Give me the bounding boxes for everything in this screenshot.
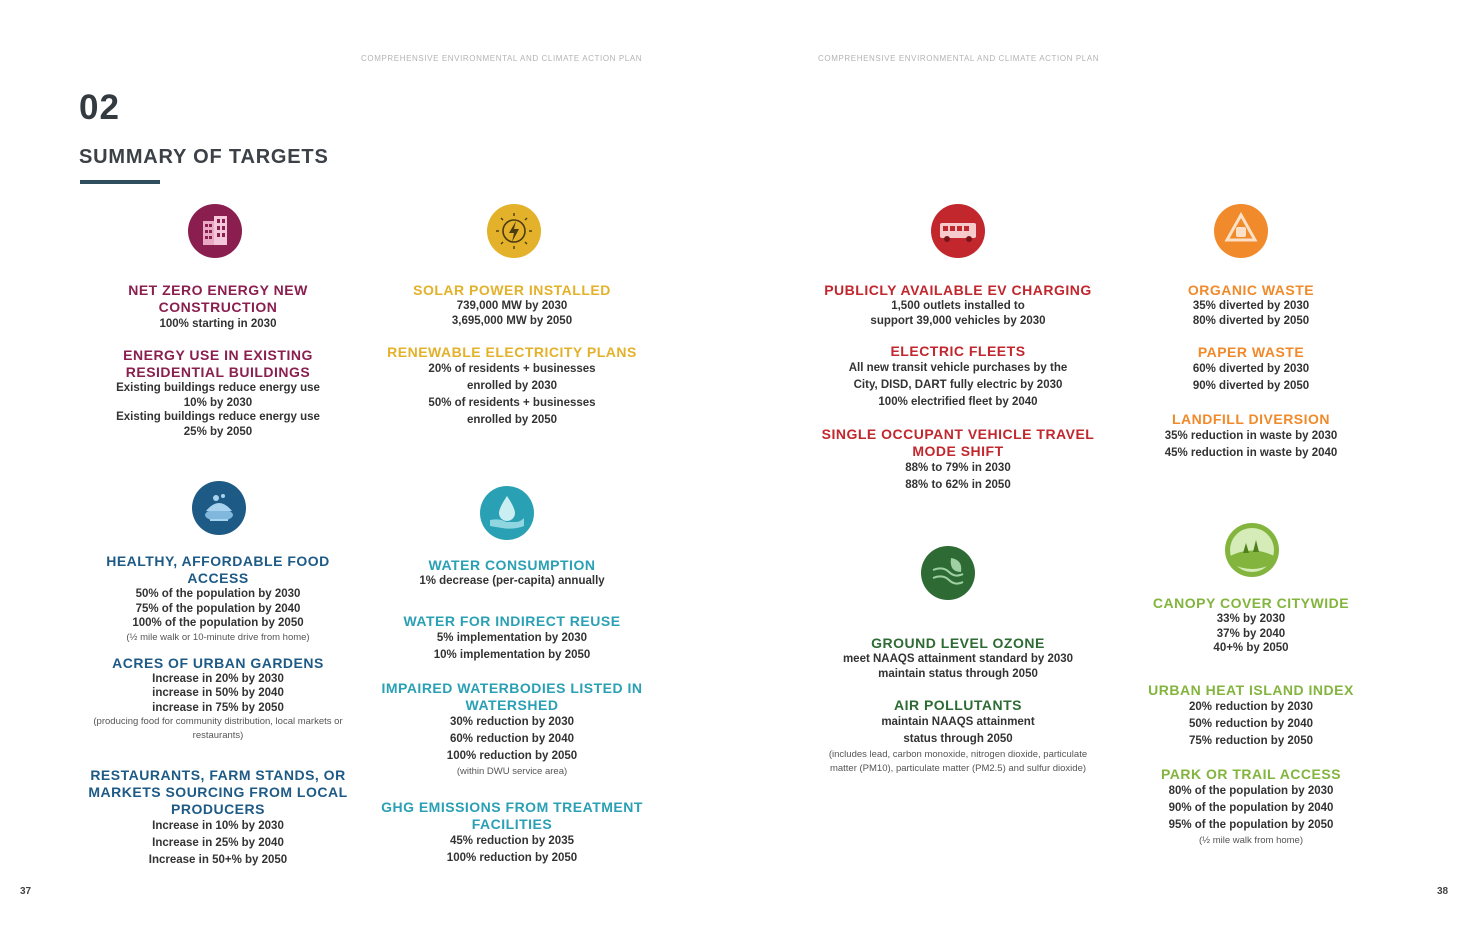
target-air-pollutants <box>818 697 1098 776</box>
target-value: increase in 50% by 2040 <box>152 687 284 699</box>
target-value: 1% decrease (per-capita) annually <box>419 575 605 587</box>
target-heading: RESTAURANTS, FARM STANDS, OR MARKETS SOURCING FROM LOCAL PRODUCERS <box>88 767 348 817</box>
target-value: status through 2050 <box>903 733 1013 745</box>
target-food-access <box>78 553 358 645</box>
target-organic-waste <box>1120 282 1382 328</box>
building-icon <box>188 204 242 258</box>
target-heading: SINGLE OCCUPANT VEHICLE TRAVEL MODE SHIFT <box>821 426 1095 459</box>
energy-targets <box>372 282 652 429</box>
target-value: 20% reduction by 2030 <box>1189 700 1313 713</box>
waste-targets <box>1120 282 1382 462</box>
ecosystem-targets <box>1120 595 1382 848</box>
target-heading: ELECTRIC FLEETS <box>890 343 1026 359</box>
target-value: 100% reduction by 2050 <box>446 851 578 864</box>
recycle-icon <box>1214 204 1268 258</box>
target-value: 50% of residents + businesses <box>428 397 596 409</box>
target-value: Existing buildings reduce energy use <box>116 382 320 394</box>
target-value: support 39,000 vehicles by 2030 <box>870 314 1046 327</box>
target-ground-ozone <box>818 635 1098 681</box>
target-value: 45% reduction in waste by 2040 <box>1164 447 1338 459</box>
running-head-right: COMPREHENSIVE ENVIRONMENTAL AND CLIMATE ACTION PLAN <box>818 54 1100 63</box>
target-impaired-waterbodies <box>372 680 652 779</box>
target-value: 50% of the population by 2030 <box>135 588 301 600</box>
target-value: 88% to 62% in 2050 <box>905 479 1011 491</box>
target-value: 33% by 2030 <box>1216 613 1286 625</box>
target-existing-residential-energy <box>88 347 348 439</box>
target-heading: WATER FOR INDIRECT REUSE <box>403 612 621 629</box>
target-value: maintain NAAQS attainment <box>881 716 1035 728</box>
target-value: Increase in 25% by 2040 <box>152 837 284 849</box>
target-note: (within DWU service area) <box>456 765 568 777</box>
target-ghg-treatment <box>372 799 652 867</box>
lightning-bolt-icon <box>487 204 541 258</box>
tree-landscape-icon <box>1225 523 1279 577</box>
target-value: maintain status through 2050 <box>878 667 1038 680</box>
target-heading: ACRES OF URBAN GARDENS <box>112 654 324 671</box>
target-net-zero-construction <box>88 282 348 333</box>
title-underline <box>80 180 160 184</box>
water-targets <box>372 557 652 867</box>
target-value: Increase in 50+% by 2050 <box>148 854 288 866</box>
target-heading: ENERGY USE IN EXISTING RESIDENTIAL BUILDINGS <box>123 347 313 380</box>
target-heading: LANDFILL DIVERSION <box>1171 411 1331 427</box>
target-heading: AIR POLLUTANTS <box>893 697 1023 713</box>
target-heading: HEALTHY, AFFORDABLE FOOD ACCESS <box>106 553 330 586</box>
bus-icon <box>931 204 985 258</box>
target-indirect-reuse <box>372 613 652 664</box>
target-water-consumption <box>372 557 652 589</box>
target-renewable-plans <box>372 344 652 429</box>
transportation-targets <box>818 282 1098 494</box>
target-value: 20% of residents + businesses <box>428 363 596 375</box>
target-heading: URBAN HEAT ISLAND INDEX <box>1148 681 1354 698</box>
chapter-number: 02 <box>79 88 120 127</box>
target-heading: RENEWABLE ELECTRICITY PLANS <box>387 344 637 360</box>
target-local-producers <box>78 767 358 869</box>
target-value: increase in 75% by 2050 <box>152 701 284 714</box>
target-heat-island <box>1120 682 1382 750</box>
target-heading: PAPER WASTE <box>1197 344 1305 360</box>
target-value: 5% implementation by 2030 <box>436 631 588 644</box>
target-note: (producing food for community distribution, local markets or restaurants) <box>93 716 343 741</box>
food-targets <box>78 553 358 869</box>
target-value: 100% reduction by 2050 <box>446 749 578 762</box>
target-note: (½ mile walk from home) <box>1199 834 1303 846</box>
target-heading: SOLAR POWER INSTALLED <box>413 282 611 298</box>
target-value: 90% of the population by 2040 <box>1168 801 1334 814</box>
target-value: City, DISD, DART fully electric by 2030 <box>853 379 1063 391</box>
target-heading: ORGANIC WASTE <box>1187 282 1315 298</box>
target-value: 35% reduction in waste by 2030 <box>1164 430 1338 442</box>
target-value: Increase in 20% by 2030 <box>152 672 284 685</box>
page-number-left: 37 <box>20 886 32 897</box>
target-ev-charging <box>818 282 1098 328</box>
target-heading: IMPAIRED WATERBODIES LISTED IN WATERSHED <box>381 679 643 713</box>
target-value: 1,500 outlets installed to <box>891 300 1025 312</box>
target-value: 100% electrified fleet by 2040 <box>878 396 1038 408</box>
target-value: 30% reduction by 2030 <box>450 715 574 728</box>
target-value: 25% by 2050 <box>183 425 253 438</box>
target-park-access <box>1120 766 1382 848</box>
target-electric-fleets <box>818 343 1098 411</box>
target-value: 100% starting in 2030 <box>159 318 277 330</box>
target-value: 80% diverted by 2050 <box>1192 314 1310 327</box>
target-value: Increase in 10% by 2030 <box>152 820 284 832</box>
running-head-left: COMPREHENSIVE ENVIRONMENTAL AND CLIMATE ACTION PLAN <box>361 54 643 63</box>
target-value: 90% diverted by 2050 <box>1192 380 1310 392</box>
target-note: (½ mile walk or 10-minute drive from home) <box>126 631 310 643</box>
target-value: 50% reduction by 2040 <box>1189 717 1313 730</box>
buildings-targets <box>88 282 348 439</box>
target-value: 45% reduction by 2035 <box>450 834 574 847</box>
target-value: All new transit vehicle purchases by the <box>848 362 1068 374</box>
target-value: meet NAAQS attainment standard by 2030 <box>842 653 1074 665</box>
target-heading: GROUND LEVEL OZONE <box>871 635 1045 651</box>
target-value: enrolled by 2030 <box>466 380 558 392</box>
target-value: 3,695,000 MW by 2050 <box>451 314 573 327</box>
section-title: SUMMARY OF TARGETS <box>79 146 329 168</box>
target-value: 75% reduction by 2050 <box>1189 734 1313 747</box>
target-heading: PARK OR TRAIL ACCESS <box>1160 765 1342 782</box>
air-targets <box>818 635 1098 776</box>
target-value: 40+% by 2050 <box>1213 642 1289 654</box>
target-heading: NET ZERO ENERGY NEW CONSTRUCTION <box>128 282 308 315</box>
page-number-right: 38 <box>1437 886 1449 897</box>
target-paper-waste <box>1120 344 1382 395</box>
target-value: 75% of the population by 2040 <box>135 602 301 615</box>
target-value: 37% by 2040 <box>1216 627 1286 640</box>
target-landfill-diversion <box>1120 411 1382 462</box>
food-plate-icon <box>192 481 246 535</box>
target-urban-gardens <box>78 655 358 744</box>
target-value: enrolled by 2050 <box>466 414 558 426</box>
target-heading: PUBLICLY AVAILABLE EV CHARGING <box>824 282 1092 298</box>
target-value: 60% diverted by 2030 <box>1192 363 1310 375</box>
leaf-wind-icon <box>921 546 975 600</box>
target-solar-power <box>372 282 652 328</box>
target-value: 35% diverted by 2030 <box>1192 300 1310 312</box>
target-value: 100% of the population by 2050 <box>132 617 304 629</box>
target-value: 80% of the population by 2030 <box>1168 784 1334 797</box>
target-canopy-cover <box>1120 595 1382 656</box>
target-heading: GHG EMISSIONS FROM TREATMENT FACILITIES <box>381 798 643 832</box>
target-value: 10% by 2030 <box>183 396 253 409</box>
target-value: 88% to 79% in 2030 <box>905 462 1011 474</box>
target-value: 739,000 MW by 2030 <box>456 300 568 312</box>
target-value: 10% implementation by 2050 <box>433 648 591 661</box>
target-mode-shift <box>818 426 1098 494</box>
target-note: (includes lead, carbon monoxide, nitrogen dioxide, particulate matter (PM10), particulate matter (PM2.5) and sulfur dioxide) <box>828 749 1088 774</box>
water-drop-hand-icon <box>480 486 534 540</box>
target-value: 60% reduction by 2040 <box>450 732 574 745</box>
target-value: Existing buildings reduce energy use <box>116 411 320 423</box>
target-heading: CANOPY COVER CITYWIDE <box>1152 595 1350 611</box>
target-value: 95% of the population by 2050 <box>1168 818 1334 831</box>
target-heading: WATER CONSUMPTION <box>428 557 596 573</box>
